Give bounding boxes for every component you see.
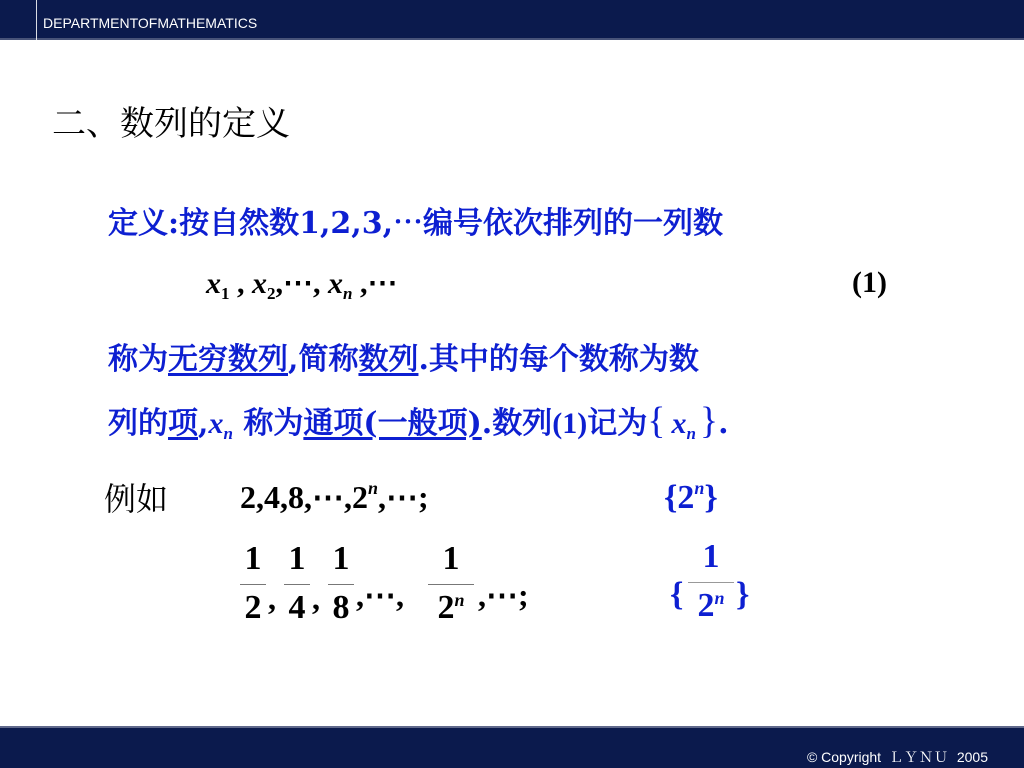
exponent-n: n [368, 478, 379, 498]
comma: , [312, 580, 320, 616]
denominator: 2 [437, 589, 455, 626]
text-segment: .数列 [481, 406, 553, 441]
text-segment: .其中的每个数称为数 [418, 342, 699, 377]
notation-left-brace: { [670, 576, 684, 613]
header-bar [0, 0, 1024, 40]
term-item: 项 [168, 406, 198, 441]
subscript-n: n [223, 424, 233, 443]
header-separator [36, 0, 37, 40]
copyright-year: 2005 [956, 749, 988, 765]
notation-left: {2 [664, 479, 695, 516]
variable-x: x [671, 407, 687, 440]
text-segment: (1) [552, 407, 588, 440]
subscript-n: n [686, 424, 696, 443]
comma: , [275, 267, 283, 300]
example-2-tail: ,⋯; [478, 577, 529, 613]
term-infinite-sequence: 无穷数列 [168, 342, 288, 377]
period: . [718, 406, 729, 441]
definition-line-1: 定义:按自然数1,2,3,⋯编号依次排列的一列数 [108, 206, 724, 241]
exponent-n: n [714, 588, 725, 608]
exponent-n: n [454, 590, 465, 610]
comma: , [237, 267, 245, 300]
subscript-n: n [343, 284, 353, 303]
fraction-bar [428, 584, 474, 585]
example-1-notation [664, 478, 718, 517]
fraction-bar [240, 584, 266, 585]
example-label: 例如 [104, 480, 169, 518]
fraction-notation [688, 538, 734, 625]
left-brace: { [647, 400, 666, 442]
denominator: 8 [332, 589, 350, 626]
numerator: 1 [244, 540, 262, 577]
notation-right: } [704, 479, 718, 516]
text-segment: 列的 [108, 406, 168, 441]
fraction-1-2n [428, 540, 474, 627]
exponent-n: n [694, 478, 705, 498]
sequence-x2: x [252, 267, 267, 300]
denominator: 2 [244, 589, 262, 626]
equation-label: (1) [852, 266, 887, 299]
header-underline [0, 38, 1024, 40]
footer-bar [0, 726, 1024, 768]
slide-title: 二、数列的定义 [52, 104, 290, 144]
sequence-x1: x [206, 267, 221, 300]
subscript-2: 2 [267, 284, 276, 303]
ellipsis: ⋯ [283, 267, 313, 300]
example-1 [240, 478, 429, 516]
fraction-bar [284, 584, 310, 585]
example-1-text: 2,4,8,⋯,2 [240, 479, 368, 515]
numerator: 1 [332, 540, 350, 577]
fraction-bar [688, 582, 734, 583]
numerator: 1 [288, 540, 306, 577]
fraction-1-8 [328, 540, 354, 627]
notation-right-brace: } [736, 576, 750, 613]
text-segment: ,简称 [288, 342, 359, 377]
fraction-1-2 [240, 540, 266, 627]
copyright-text [807, 747, 988, 767]
example-1-tail: ,⋯; [378, 479, 429, 515]
comma: , [313, 267, 321, 300]
text-segment: , [198, 406, 209, 441]
text-segment: 称为 [108, 342, 168, 377]
numerator: 1 [442, 540, 460, 577]
copyright-label: © Copyright [806, 749, 882, 765]
fraction-bar [328, 584, 354, 585]
department-label: DEPARTMENTOFMATHEMATICS [43, 15, 258, 31]
footer-line [0, 726, 1024, 728]
fraction-1-4 [284, 540, 310, 627]
term-general-term: 通项(一般项) [303, 406, 482, 441]
sequence-expression [206, 266, 397, 304]
numerator: 1 [702, 538, 720, 575]
organization: ＬＹＮＵ [888, 750, 949, 766]
subscript-1: 1 [221, 284, 230, 303]
term-sequence: 数列 [358, 342, 419, 377]
definition-line-3 [108, 334, 699, 378]
text-segment: 记为 [587, 406, 648, 441]
ellipsis: ⋯ [367, 267, 398, 300]
comma: , [359, 267, 368, 300]
denominator: 2 [697, 587, 715, 624]
right-brace: } [699, 400, 719, 442]
comma: , [268, 580, 276, 616]
text-segment: 称为 [243, 406, 304, 441]
variable-x: x [208, 407, 224, 440]
denominator: 4 [288, 589, 306, 626]
sequence-xn: x [328, 267, 343, 300]
definition-line-4 [108, 398, 729, 444]
ellipsis-segment: ,⋯, [356, 577, 404, 613]
